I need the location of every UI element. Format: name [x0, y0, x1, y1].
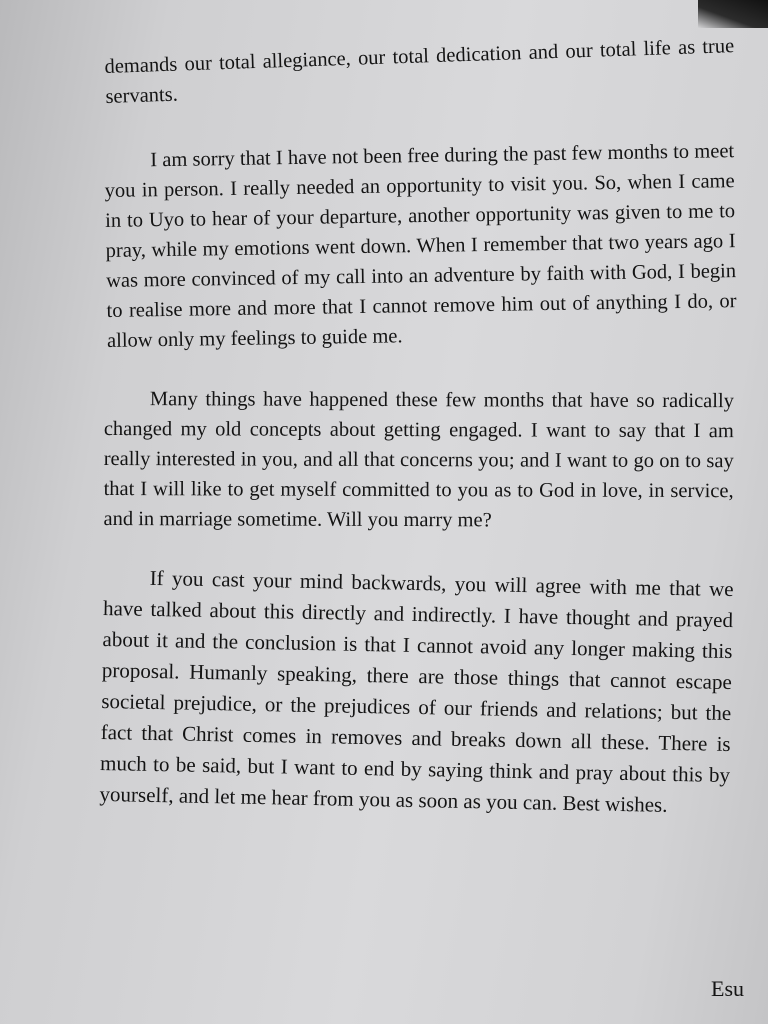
signature: Esu: [711, 976, 744, 1001]
paragraph-1: demands our total allegiance, our total dedication and our total life as true servants.: [104, 35, 735, 108]
paragraph-4: If you cast your mind backwards, you will agree with me that we have talked about this directly and indirectly. I have thought and prayed about it and the conclusion is that I cannot avoid any longer making this proposal. Humanly speaking, there are those things that cannot escape societal prejudice, or the prejudices of our friends and relations; but the fact that Christ comes in removes and breaks down all these. There is much to be said, but I want to end by saying think and pray about this by yourself, and let me hear from you as soon as you can. Best wishes.: [99, 565, 734, 817]
paragraph-2: I am sorry that I have not been free during the past few months to meet you in person. I really needed an opportunity to visit you. So, when I came in to Uyo to hear of your departure, another opportunity was given to me to pray, while my emotions went down. When I remember that two years ago I was more convinced of my call into an adventure by faith with God, I begin to realise more and more that I cannot remove him out of anything I do, or allow only my feelings to guide me.: [104, 140, 737, 352]
page-corner-shadow: [698, 0, 768, 28]
letter-body: [99, 35, 737, 817]
paragraph-3: Many things have happened these few months that have so radically changed my old concepts about getting engaged. I want to say that I am really interested in you, and all that concerns you; and I want to go on to say that I will like to get myself committed to you as to God in love, in service, and in marriage sometime. Will you marry me?: [103, 388, 734, 532]
